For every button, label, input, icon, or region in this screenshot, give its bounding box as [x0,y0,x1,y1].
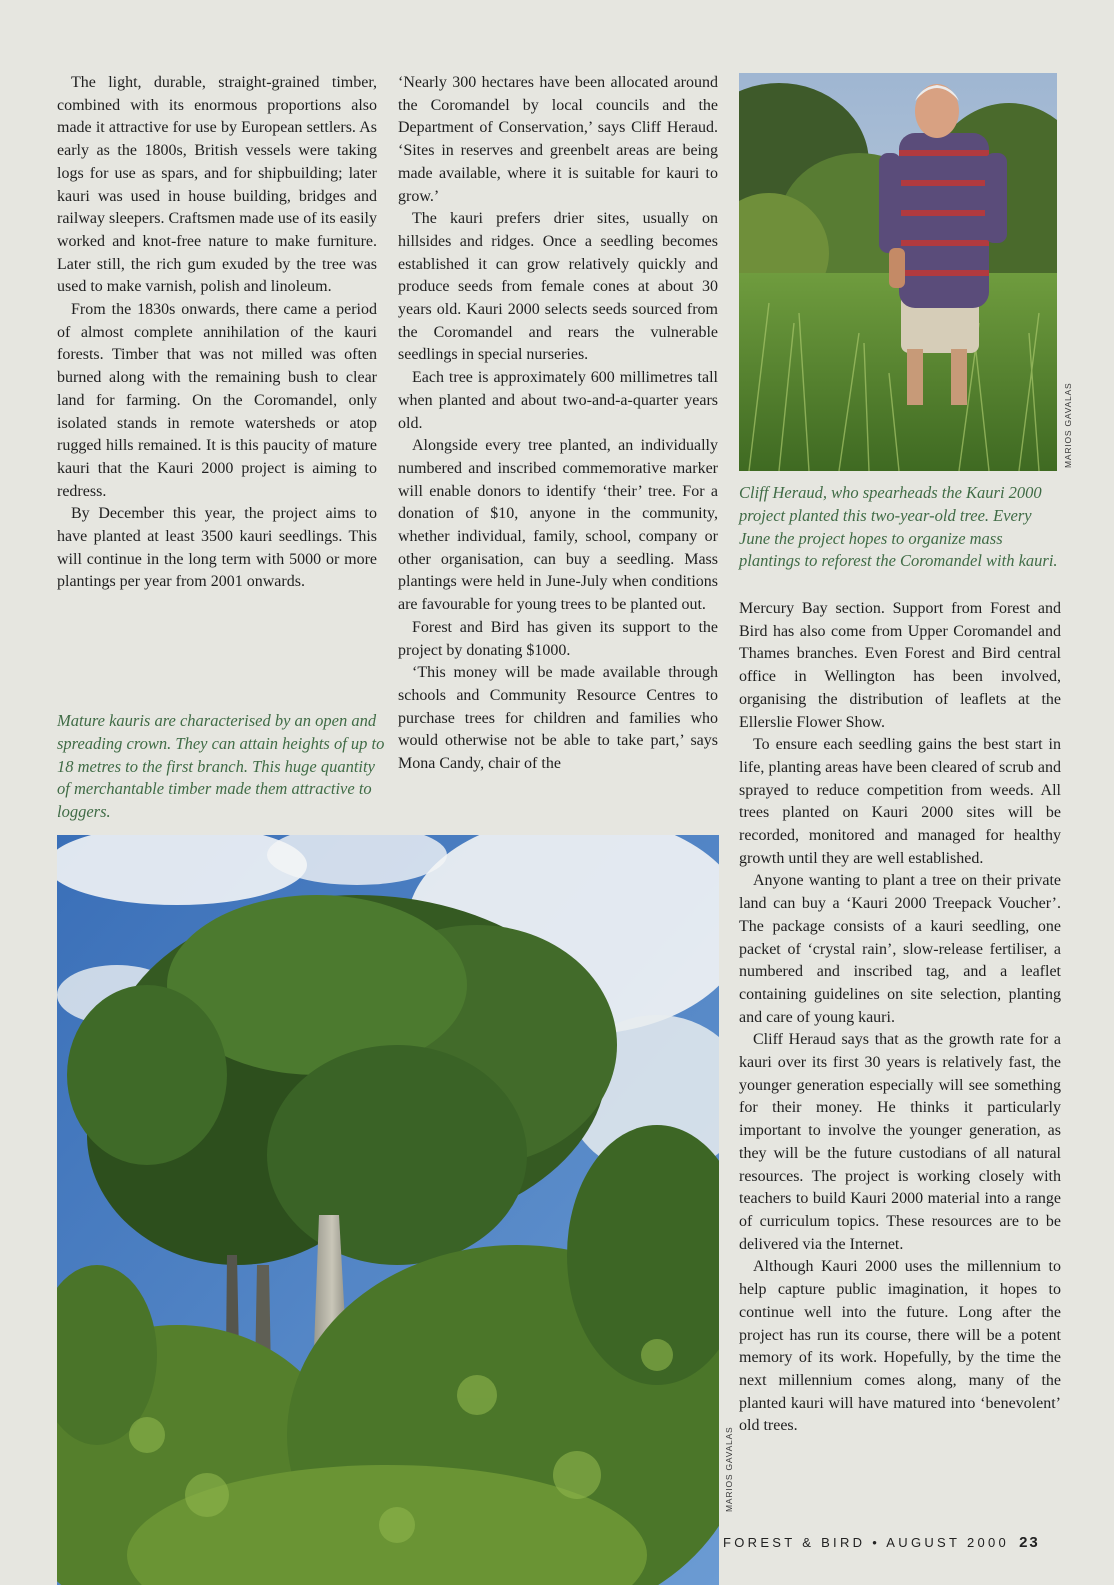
paragraph: Mercury Bay section. Support from Forest and Bird has also come from Upper Coromandel and Thames branches. Even Forest and Bird central office in Wellington has been involved, organising the distribution of leaflets at the Ellerslie Flower Show. [739,600,1061,731]
publication-info: FOREST & BIRD • AUGUST 2000 [723,1535,1010,1550]
paragraph: To ensure each seedling gains the best start in life, planting areas have been cleared of scrub and sprayed to reduce competition from weeds. All trees planted on Kauri 2000 sites will be recorded, monitored and managed for healthy growth until they are well established. [739,736,1061,867]
paragraph: ‘This money will be made available through schools and Community Resource Centres to purchase trees for children and families who would otherwise not be able to take part,’ says Mona Candy, chair of the [398,664,718,773]
paragraph: The light, durable, straight-grained timber, combined with its enormous proportions also made it attractive for use by European settlers. As early as the 1800s, British vessels were taking logs for use as spars, and for shipbuilding; later kauri was used in house building, bridges and railway sleepers. Craftsmen made use of its easily worked and knot-free nature to make furniture. Later still, the rich gum exuded by the tree was used to make varnish, polish and linoleum. [57,74,377,296]
kauri-forest-photo [57,835,719,1585]
paragraph: Alongside every tree planted, an individually numbered and inscribed commemorative marker will enable donors to identify ‘their’ tree. For a donation of $10, anyone in the community, whether individual, family, school, company or other organisation, can buy a seedling. Mass plantings were held in June-July when conditions are favourable for young trees to be planted out. [398,437,718,614]
paragraph: Cliff Heraud says that as the growth rate for a kauri over its first 30 years is relatively fast, the younger generation especially will see something for their money. He thinks it particularly important to involve the younger generation, as they will be the future custodians of all natural resources. The project is working closely with teachers to build Kauri 2000 material into a range of curriculum topics. These resources are to be delivered via the Internet. [739,1031,1061,1253]
kauri-photo-caption: Mature kauris are characterised by an open and spreading crown. They can attain heights of up to 18 metres to the first branch. This huge quantity of merchantable timber made them attractive to loggers. [57,711,385,822]
paragraph: From the 1830s onwards, there came a period of almost complete annihilation of the kauri forests. Timber that was not milled was often burned along with the remaining bush to clear land for farming. On the Coromandel, only isolated stands in remote watersheds or atop rugged hills remained. It is this paucity of mature kauri that the Kauri 2000 project is aiming to redress. [57,301,377,500]
paragraph: ‘Nearly 300 hectares have been allocated around the Coromandel by local councils and the Department of Conservation,’ says Cliff Heraud. ‘Sites in reserves and greenbelt areas are being made available, where it is suitable for kauri to grow.’ [398,74,718,205]
paragraph: By December this year, the project aims to have planted at least 3500 kauri seedlings. This will continue in the long term with 5000 or more plantings per year from 2001 onwards. [57,505,377,591]
cliff-heraud-caption: Cliff Heraud, who spearheads the Kauri 2000 project planted this two-year-old tree. Every June the project hopes to organize mass plantings to reforest the Coromandel with kauri. [739,483,1058,571]
article-column-3 [739,598,1061,1438]
photo-credit: MARIOS GAVALAS [1063,382,1073,468]
photo-credit: MARIOS GAVALAS [724,1426,734,1512]
page-footer [723,1534,1068,1551]
paragraph: Although Kauri 2000 uses the millennium to help capture public imagination, it hopes to continue well into the future. Long after the project has run its course, there will be a potent memory of its work. Hopefully, by the time the next millennium comes along, many of the planted kauri will have matured into ‘benevolent’ old trees. [739,1258,1061,1435]
page-number: 23 [1019,1534,1040,1551]
paragraph: Forest and Bird has given its support to the project by donating $1000. [398,618,718,659]
cliff-heraud-photo [739,73,1057,471]
article-column-1 [57,72,377,594]
article-column-2 [398,72,718,776]
paragraph: Anyone wanting to plant a tree on their private land can buy a ‘Kauri 2000 Treepack Voucher’. The package consists of a kauri seedling, one packet of ‘crystal rain’, slow-release fertiliser, a numbered and inscribed tag, and a leaflet containing guidelines on site selection, planting and care of young kauri. [739,872,1061,1026]
paragraph: Each tree is approximately 600 millimetres tall when planted and about two-and-a-quarter years old. [398,369,718,432]
paragraph: The kauri prefers drier sites, usually on hillsides and ridges. Once a seedling becomes established it can grow relatively quickly and produce seeds from female cones at about 30 years old. Kauri 2000 selects seeds sourced from the Coromandel and rears the vulnerable seedlings in special nurseries. [398,210,718,364]
